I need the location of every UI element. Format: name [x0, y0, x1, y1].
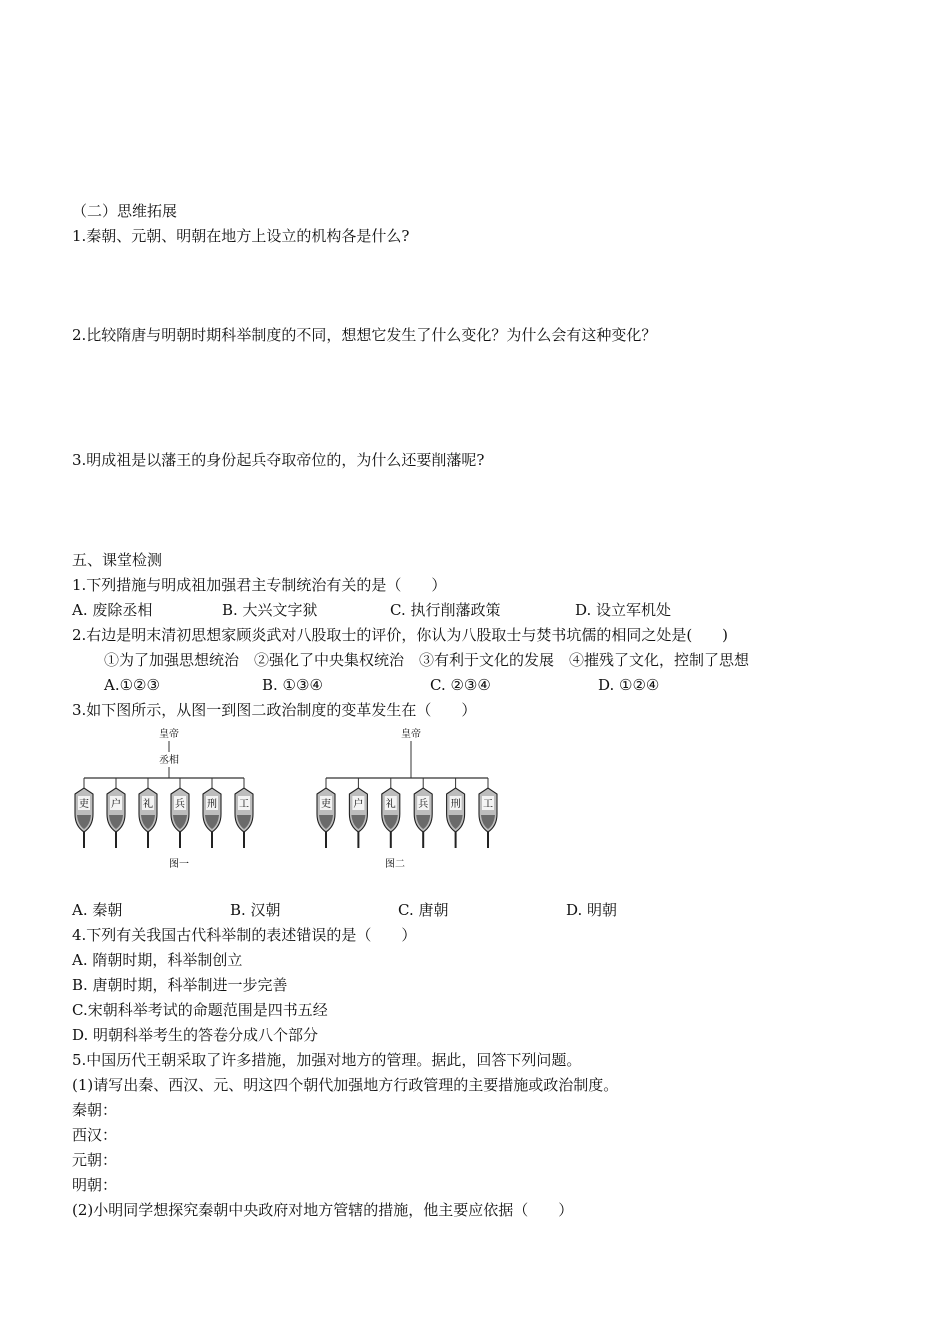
question-2-3: 3.明成祖是以藩王的身份起兵夺取帝位的，为什么还要削藩呢?	[72, 451, 485, 469]
figure2-ministry-5	[447, 778, 465, 848]
option-a: A. 秦朝	[72, 901, 123, 919]
quiz-q2-options	[104, 675, 804, 695]
figure2-ministry-6	[479, 778, 497, 848]
figure1-ministry-6	[235, 778, 253, 848]
quiz-q5-part2: (2)小明同学想探究秦朝中央政府对地方管辖的措施，他主要应依据（ ）	[72, 1201, 574, 1219]
section-title-quiz: 五、课堂检测	[72, 551, 163, 569]
option-b: B. ①③④	[262, 676, 323, 694]
quiz-q4-option-b: B. 唐朝时期，科举制进一步完善	[72, 976, 288, 994]
quiz-q2-statements: ①为了加强思想统治 ②强化了中央集权统治 ③有利于文化的发展 ④摧残了文化，控制了思想	[104, 651, 750, 669]
figure2-ministry-1	[317, 778, 335, 848]
figure-one	[75, 727, 253, 870]
figure2-ministry-label: 工	[483, 799, 493, 810]
option-d: D. 设立军机处	[575, 601, 672, 619]
figure2-ministry-4	[414, 778, 432, 848]
figure1-ministry-1	[75, 778, 93, 848]
option-d: D. ①②④	[598, 676, 660, 694]
quiz-q4-stem: 4.下列有关我国古代科举制的表述错误的是（ ）	[72, 926, 417, 944]
figure2-ministry-3	[382, 778, 400, 848]
dynasty-yuan-label: 元朝：	[72, 1151, 118, 1169]
quiz-q4-option-a: A. 隋朝时期，科举制创立	[72, 951, 243, 969]
question-2-2: 2.比较隋唐与明朝时期科举制度的不同，想想它发生了什么变化？为什么会有这种变化？	[72, 326, 657, 344]
figure1-ministry-2	[107, 778, 125, 848]
figure1-ministry-3	[139, 778, 157, 848]
quiz-q3-stem: 3.如下图所示，从图一到图二政治制度的变革发生在（ ）	[72, 701, 477, 719]
section-title-thinking: （二）思维拓展	[72, 202, 178, 220]
figure2-ministry-label: 户	[353, 799, 364, 810]
figure1-emperor-label: 皇帝	[159, 729, 179, 740]
option-c: C. ②③④	[430, 676, 491, 694]
figure2-ministry-2	[349, 778, 367, 848]
quiz-q4-option-c: C.宋朝科举考试的命题范围是四书五经	[72, 1001, 328, 1019]
figure1-ministry-label: 兵	[175, 799, 185, 810]
option-a: A.①②③	[104, 676, 160, 694]
quiz-q4-option-d: D. 明朝科举考生的答卷分成八个部分	[72, 1026, 319, 1044]
figure2-caption: 图二	[385, 859, 405, 870]
figure1-caption: 图一	[169, 859, 189, 870]
quiz-q5-part1: (1)请写出秦、西汉、元、明这四个朝代加强地方行政管理的主要措施或政治制度。	[72, 1076, 619, 1094]
quiz-q3-options	[72, 900, 772, 920]
quiz-q2-stem: 2.右边是明末清初思想家顾炎武对八股取士的评价，你认为八股取士与焚书坑儒的相同之处是( )	[72, 626, 729, 644]
figure1-ministry-4	[171, 778, 189, 848]
figure2-ministry-label: 礼	[385, 799, 396, 810]
quiz-q1-stem: 1.下列措施与明成祖加强君主专制统治有关的是（ ）	[72, 576, 447, 594]
government-structure-figure	[72, 722, 532, 877]
option-b: B. 汉朝	[230, 901, 281, 919]
dynasty-ming-label: 明朝：	[72, 1176, 118, 1194]
option-c: C. 唐朝	[398, 901, 449, 919]
figure2-ministry-label: 刑	[450, 799, 461, 810]
figure2-ministry-label: 吏	[321, 799, 331, 810]
option-a: A. 废除丞相	[72, 601, 153, 619]
quiz-q5-stem: 5.中国历代王朝采取了许多措施，加强对地方的管理。据此，回答下列问题。	[72, 1051, 582, 1069]
figure1-chancellor-label: 丞相	[159, 755, 179, 766]
quiz-q1-options	[72, 600, 872, 620]
figure1-ministry-label: 刑	[207, 799, 217, 810]
figure1-ministry-5	[203, 778, 221, 848]
question-2-1: 1.秦朝、元朝、明朝在地方上设立的机构各是什么?	[72, 227, 410, 245]
figure2-ministry-label: 兵	[418, 799, 429, 810]
figure1-ministry-label: 工	[239, 799, 249, 810]
dynasty-qin-label: 秦朝：	[72, 1101, 118, 1119]
figure2-emperor-label: 皇帝	[401, 729, 421, 740]
option-c: C. 执行削藩政策	[390, 601, 501, 619]
figure-two	[317, 727, 497, 870]
figure1-ministry-label: 吏	[79, 799, 89, 810]
figure1-ministry-label: 户	[111, 799, 121, 810]
option-d: D. 明朝	[566, 901, 618, 919]
figure1-ministry-label: 礼	[143, 799, 153, 810]
dynasty-western-han-label: 西汉：	[72, 1126, 118, 1144]
option-b: B. 大兴文字狱	[222, 601, 318, 619]
